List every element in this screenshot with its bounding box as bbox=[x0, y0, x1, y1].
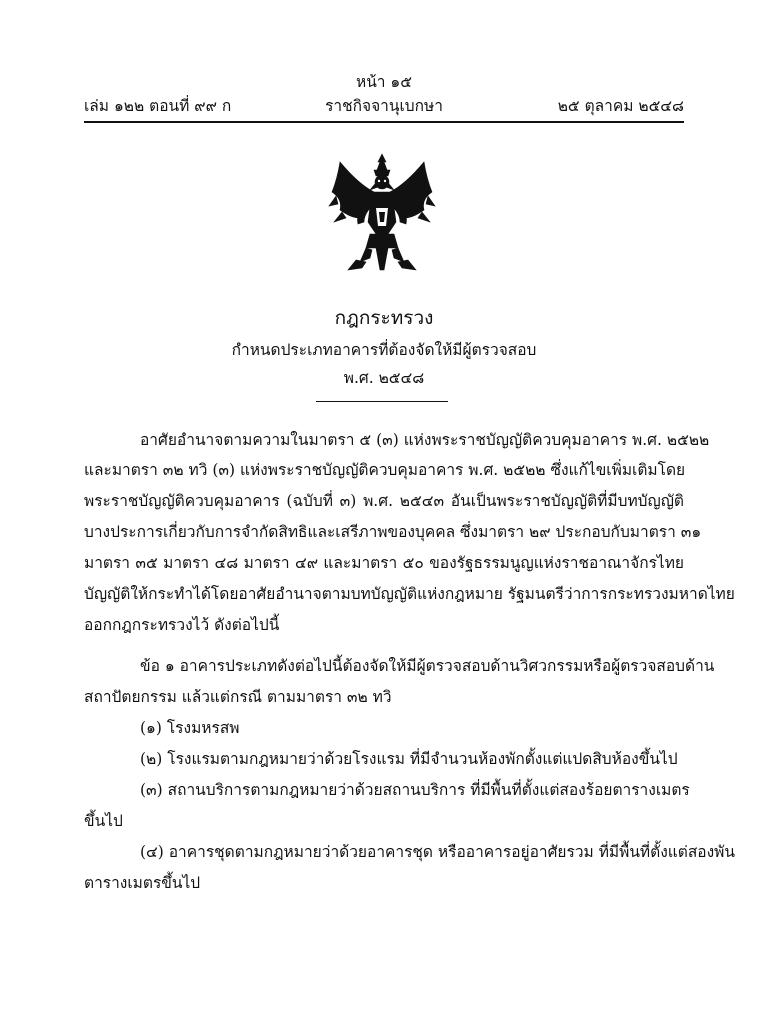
list-item: (๔) อาคารชุดตามกฎหมายว่าด้วยอาคารชุด หรืออาคารอยู่อาศัยรวม ที่มีพื้นที่ตั้งแต่สองพัน bbox=[140, 843, 735, 861]
list-item: (๒) โรงแรมตามกฎหมายว่าด้วยโรงแรม ที่มีจำนวนห้องพักตั้งแต่แปดสิบห้องขึ้นไป bbox=[140, 750, 678, 768]
document-year: พ.ศ. ๒๕๔๘ bbox=[343, 369, 425, 387]
preamble-line: ออกกฎกระทรวงไว้ ดังต่อไปนี้ bbox=[84, 616, 280, 634]
garuda-emblem-icon bbox=[326, 152, 438, 276]
preamble-line: อาศัยอำนาจตามความในมาตรา ๕ (๓) แห่งพระราชบัญญัติควบคุมอาคาร พ.ศ. ๒๕๒๒ bbox=[140, 431, 710, 449]
document-title: กฎกระทรวง bbox=[334, 307, 434, 329]
preamble-line: พระราชบัญญัติควบคุมอาคาร (ฉบับที่ ๓) พ.ศ. ๒๕๔๓ อันเป็นพระราชบัญญัติที่มีบทบัญญัติ bbox=[84, 492, 684, 510]
publication-date: ๒๕ ตุลาคม ๒๕๔๘ bbox=[557, 97, 684, 115]
preamble-line: และมาตรา ๓๒ ทวิ (๓) แห่งพระราชบัญญัติควบคุมอาคาร พ.ศ. ๒๕๒๒ ซึ่งแก้ไขเพิ่มเติมโดย bbox=[84, 461, 686, 479]
gazette-name: ราชกิจจานุเบกษา bbox=[325, 97, 443, 115]
list-item: (๑) โรงมหรสพ bbox=[140, 719, 240, 737]
list-item: (๓) สถานบริการตามกฎหมายว่าด้วยสถานบริการ ที่มีพื้นที่ตั้งแต่สองร้อยตารางเมตร bbox=[140, 781, 690, 799]
clause-1-line: ข้อ ๑ อาคารประเภทดังต่อไปนี้ต้องจัดให้มีผู้ตรวจสอบด้านวิศวกรรมหรือผู้ตรวจสอบด้าน bbox=[140, 657, 715, 675]
list-item-continuation: ตารางเมตรขึ้นไป bbox=[84, 874, 201, 892]
title-rule bbox=[316, 401, 448, 402]
list-item-continuation: ขึ้นไป bbox=[84, 812, 123, 830]
preamble-line: บางประการเกี่ยวกับการจำกัดสิทธิและเสรีภาพของบุคคล ซึ่งมาตรา ๒๙ ประกอบกับมาตรา ๓๑ bbox=[84, 523, 702, 541]
header-rule bbox=[84, 121, 684, 123]
preamble-line: บัญญัติให้กระทำได้โดยอาศัยอำนาจตามบทบัญญัติแห่งกฎหมาย รัฐมนตรีว่าการกระทรวงมหาดไทย bbox=[84, 585, 735, 603]
document-subtitle: กำหนดประเภทอาคารที่ต้องจัดให้มีผู้ตรวจสอบ bbox=[231, 341, 537, 359]
page-number: หน้า ๑๕ bbox=[355, 73, 412, 91]
preamble-line: มาตรา ๓๕ มาตรา ๔๘ มาตรา ๔๙ และมาตรา ๕๐ ของรัฐธรรมนูญแห่งราชอาณาจักรไทย bbox=[84, 554, 684, 572]
clause-1-line: สถาปัตยกรรม แล้วแต่กรณี ตามมาตรา ๓๒ ทวิ bbox=[84, 688, 392, 706]
volume-issue: เล่ม ๑๒๒ ตอนที่ ๙๙ ก bbox=[84, 97, 232, 115]
